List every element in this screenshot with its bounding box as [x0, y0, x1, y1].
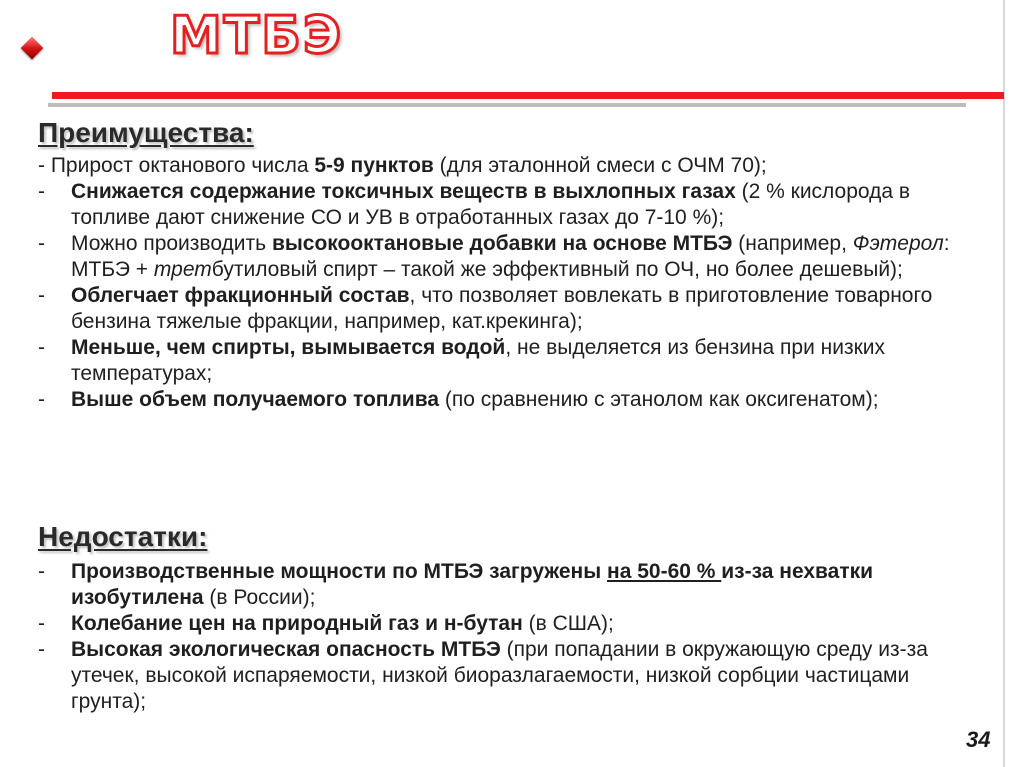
item-bold-text: Снижается содержание токсичных веществ в выхлопных газах: [71, 180, 736, 203]
item-bold-text: Колебание цен на природный газ и н-бутан: [71, 612, 523, 635]
page-number: 34: [966, 727, 991, 752]
item-bold-text: Меньше, чем спирты, вымывается водой: [71, 336, 506, 359]
list-item: [38, 231, 968, 283]
disadvantages-list: [38, 559, 968, 715]
advantages-heading: Преимущества:: [38, 117, 254, 148]
dash: -: [38, 388, 45, 411]
list-item: [38, 611, 968, 637]
list-item: [38, 559, 968, 611]
item-bold-text: Высокая экологическая опасность МТБЭ: [71, 638, 501, 661]
item-italic-text: Фэтерол: [852, 232, 944, 255]
item-text: Прирост октанового числа: [50, 154, 315, 177]
dash: -: [38, 232, 45, 255]
item-text: , что позволяет вовлекать в приготовление товарного бензина тяжелые фракции, например, кат.крекинга);: [71, 284, 933, 333]
disadvantages-heading: Недостатки:: [38, 521, 208, 552]
item-text: (при попадании в окружающую среду из-за утечек, высокой испаряемости, низкой биоразлагаемости, низкой сорбции частицами грунта);: [71, 638, 928, 713]
item-text: Можно производить: [71, 232, 272, 255]
dash: -: [38, 154, 51, 177]
dash: -: [38, 336, 45, 359]
item-text: бутиловый спирт – такой же эффективный по ОЧ, но более дешевый);: [211, 258, 903, 281]
item-italic-text: трет: [153, 258, 212, 281]
item-text: (для эталонной смеси с ОЧМ 70);: [433, 154, 767, 177]
slide-title: МТБЭ: [170, 6, 344, 66]
list-item: [38, 179, 968, 231]
item-bold-text: 5-9 пунктов: [314, 154, 434, 177]
item-text: (в России);: [203, 586, 316, 609]
list-item: [38, 387, 968, 413]
item-bold-text: Производственные мощности по МТБЭ загружены: [71, 560, 608, 583]
slide-border: [1003, 0, 1005, 767]
dash: -: [38, 284, 45, 307]
list-item: [38, 153, 968, 179]
dash: -: [38, 560, 45, 583]
item-text: (2 % кислорода в топливе дают снижение СО и УВ в отработанных газах до 7-10 %);: [71, 180, 911, 229]
diamond-bullet-icon: [21, 37, 44, 60]
item-bold-text: из-за нехватки изобутилена: [71, 560, 874, 609]
item-bold-text: высокооктановые добавки на основе МТБЭ: [271, 232, 733, 255]
dash: -: [38, 638, 45, 661]
title-underline-shadow: [48, 103, 966, 107]
item-text: (в США);: [522, 612, 614, 635]
item-text: : МТБЭ +: [71, 232, 950, 281]
title-underline: [52, 92, 1004, 99]
item-text: , не выделяется из бензина при низких температурах;: [71, 336, 886, 385]
dash: -: [38, 612, 45, 635]
dash: -: [38, 180, 45, 203]
list-item: [38, 283, 968, 335]
item-bold-text: Облегчает фракционный состав: [71, 284, 410, 307]
advantages-list: [38, 153, 968, 413]
list-item: [38, 335, 968, 387]
item-text: (по сравнению с этанолом как оксигенатом);: [439, 388, 879, 411]
list-item: [38, 637, 968, 715]
item-underlined-text: на 50-60 %: [607, 560, 722, 583]
item-text: (например,: [732, 232, 853, 255]
item-bold-text: Выше объем получаемого топлива: [71, 388, 440, 411]
